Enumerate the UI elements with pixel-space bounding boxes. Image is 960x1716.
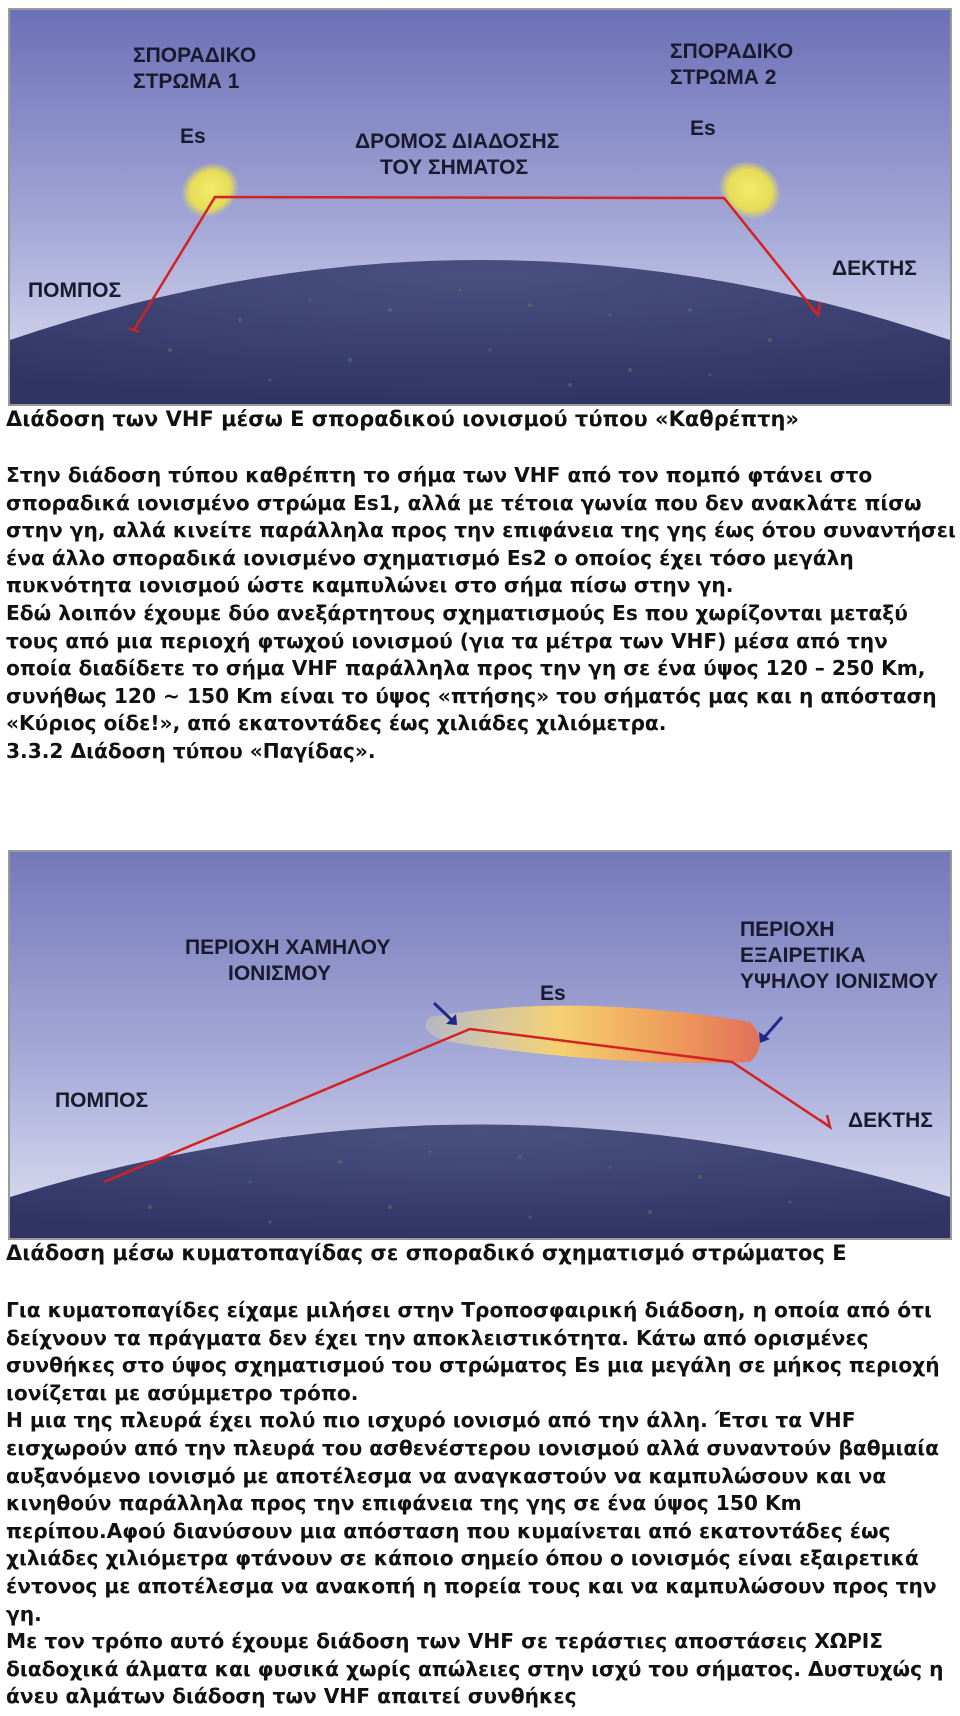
mirror-diagram-svg <box>10 10 950 404</box>
layer2-label-line1: ΣΠΟΡΑΔΙΚΟ <box>670 40 794 63</box>
figure2-caption: Διάδοση μέσω κυματοπαγίδας σε σποραδικό σχηματισμό στρώματος E <box>6 1241 847 1265</box>
section1-paragraph: Στην διάδοση τύπου καθρέπτη το σήμα των VHF από τον πομπό φτάνει στο σποραδικά ιονισμένο στρώμα Es1, αλλά με τέτοια γωνία που δεν ανακλάτε πίσω στην γη, αλλά κινείτε παράλληλα προς την επιφάνεια της γης έως ότου συναντήσει ένα άλλο σποραδικά ιονισμένο σχηματισμό Es2 ο οποίος έχει τόσο μεγάλη πυκνότητα ιονισμού ώστε καμπυλώνει στο σήμα πίσω στην γη. <box>6 463 956 598</box>
high-region-label-line2: ΕΞΑΙΡΕΤΙΚΑ <box>740 944 866 967</box>
transmitter-label: ΠΟΜΠΟΣ <box>55 1089 149 1112</box>
section2-text <box>6 1297 956 1711</box>
layer1-label-line1: ΣΠΟΡΑΔΙΚΟ <box>133 44 257 67</box>
figure1-caption: Διάδοση των VHF μέσω E σποραδικού ιονισμού τύπου «Καθρέπτη» <box>6 407 799 431</box>
es-left-label: Es <box>180 125 206 148</box>
mirror-propagation-diagram <box>8 8 952 406</box>
section1-text <box>6 462 956 766</box>
layer2-label-line2: ΣΤΡΩΜΑ 2 <box>670 66 777 89</box>
low-region-label-line2: ΙΟΝΙΣΜΟΥ <box>228 962 332 985</box>
low-region-label-line1: ΠΕΡΙΟΧΗ ΧΑΜΗΛΟΥ <box>185 936 391 959</box>
transmitter-label: ΠΟΜΠΟΣ <box>28 279 122 302</box>
high-region-label-line1: ΠΕΡΙΟΧΗ <box>740 918 835 941</box>
es-right-label: Es <box>690 117 716 140</box>
receiver-label: ΔΕΚΤΗΣ <box>848 1109 933 1132</box>
section2-paragraph: Για κυματοπαγίδες είχαμε μιλήσει στην Τροποσφαιρική διάδοση, η οποία από ότι δείχνουν τα πράγματα δεν έχει την αποκλειστικότητα. Κάτω από ορισμένες συνθήκες στο ύψος σχηματισμού του στρώματος Es μια μεγάλη σε μήκος περιοχή ιονίζεται με ασύμμετρο τρόπο. <box>6 1298 940 1405</box>
es-label: Es <box>540 982 566 1005</box>
high-region-label-line3: ΥΨΗΛΟΥ ΙΟΝΙΣΜΟΥ <box>740 970 939 993</box>
trap-propagation-diagram <box>8 850 952 1240</box>
receiver-label: ΔΕΚΤΗΣ <box>832 257 917 280</box>
layer1-label-line2: ΣΤΡΩΜΑ 1 <box>133 70 240 93</box>
path-label-line1: ΔΡΟΜΟΣ ΔΙΑΔΟΣΗΣ <box>355 130 560 153</box>
path-label-line2: ΤΟΥ ΣΗΜΑΤΟΣ <box>380 156 529 179</box>
section2-paragraph: Η μια της πλευρά έχει πολύ πιο ισχυρό ιονισμό από την άλλη. Έτσι τα VHF εισχωρούν από την πλευρά του ασθενέστερου ιονισμού αλλά συναντούν βαθμιαία αυξανόμενο ιονισμό με αποτέλεσμα να αναγκαστούν να καμπυλώσουν και να κινηθούν παράλληλα προς την επιφάνεια της γης σε ένα ύψος 150 Km περίπου.Αφού διανύσουν μια απόσταση που κυμαίνεται από εκατοντάδες έως χιλιάδες χιλιόμετρα φτάνουν σε κάποιο σημείο όπου ο ιονισμός είναι εξαιρετικά έντονος με αποτέλεσμα να ανακοπή η πορεία τους και να καμπυλώσουν προς την γη. <box>6 1408 939 1626</box>
section2-paragraph: Με τον τρόπο αυτό έχουμε διάδοση των VHF σε τεράστιες αποστάσεις ΧΩΡΙΣ διαδοχικά άλματα και φυσικά χωρίς απώλειες στην ισχύ του σήματος. Δυστυχώς η άνευ αλμάτων διάδοση των VHF απαιτεί συνθήκες <box>6 1629 944 1709</box>
section1-paragraph: Εδώ λοιπόν έχουμε δύο ανεξάρτητους σχηματισμούς Es που χωρίζονται μεταξύ τους από μια περιοχή φτωχού ιονισμού (για τα μέτρα των VHF) μέσα από την οποία διαδίδετε το σήμα VHF παράλληλα προς την γη σε ένα ύψος 120 – 250 Km, συνήθως 120 ~ 150 Km είναι το ύψος «πτήσης» του σήματός μας και η απόσταση «Κύριος οίδε!», από εκατοντάδες έως χιλιάδες χιλιόμετρα. <box>6 600 937 736</box>
trap-diagram-svg <box>10 852 950 1238</box>
section-heading: 3.3.2 Διάδοση τύπου «Παγίδας». <box>6 738 376 763</box>
